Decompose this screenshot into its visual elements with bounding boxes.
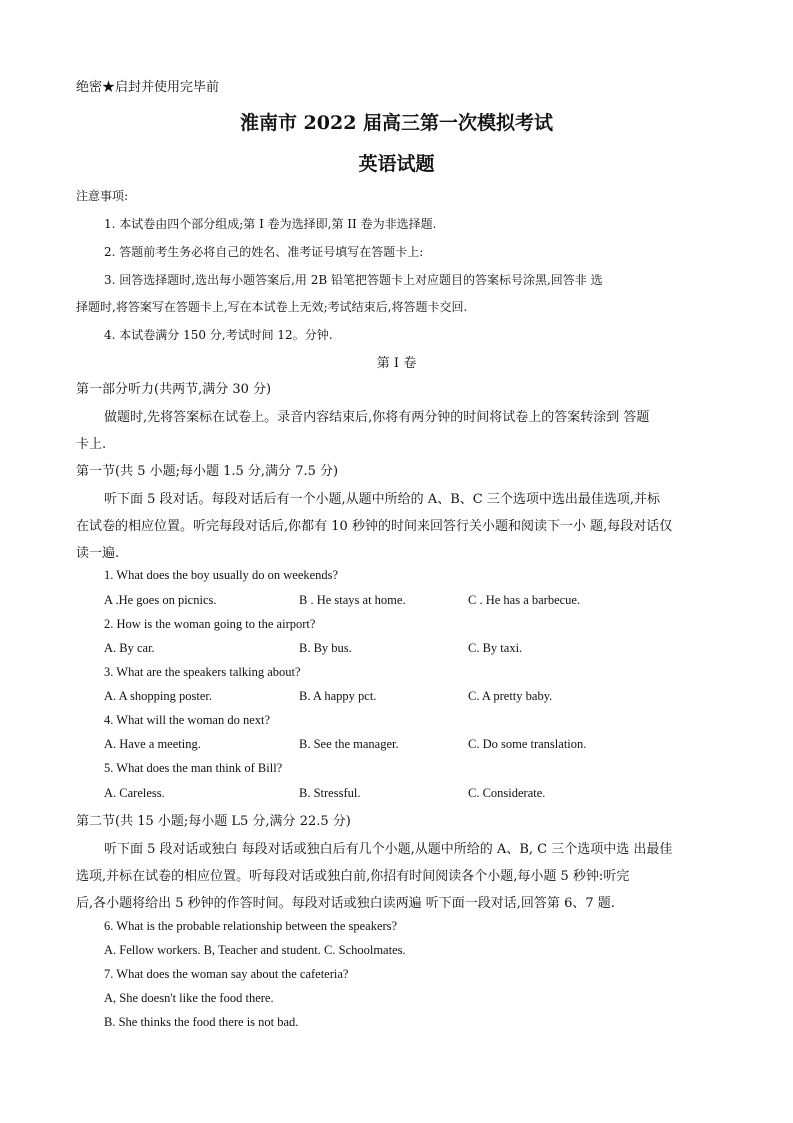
question-7: 7. What does the woman say about the cafeteria? <box>104 967 349 981</box>
question-6-options: A. Fellow workers. B, Teacher and student. C. Schoolmates. <box>104 943 406 957</box>
section1-intro-line-1: 听下面 5 段对话。每段对话后有一个小题,从题中所给的 A、B、C 三个选项中选出最佳选项,并标 <box>104 492 660 507</box>
question-5: 5. What does the man think of Bill? <box>104 761 283 775</box>
note-2: 2. 答题前考生务必将自己的姓名、准考证号填写在答题卡上: <box>104 245 424 259</box>
exam-subtitle: 英语试题 <box>358 153 435 175</box>
question-1-option-c: C . He has a barbecue. <box>468 593 581 607</box>
notes-heading: 注意事项: <box>76 189 129 203</box>
section2-intro-line-1: 听下面 5 段对话或独白 每段对话或独白后有几个小题,从题中所给的 A、B, C 三个选项中选 出最佳 <box>104 842 673 857</box>
question-6: 6. What is the probable relationship between the speakers? <box>104 919 398 933</box>
question-2-option-b: B. By bus. <box>299 641 352 655</box>
question-3-option-b: B. A happy pct. <box>299 689 377 703</box>
exam-title: 淮南市 2022 届高三第一次模拟考试 <box>239 112 554 134</box>
section2-heading: 第二节(共 15 小题;每小题 L5 分,满分 22.5 分) <box>76 814 351 829</box>
question-3: 3. What are the speakers talking about? <box>104 665 301 679</box>
question-5-option-b: B. Stressful. <box>299 786 361 800</box>
question-4: 4. What will the woman do next? <box>104 713 271 727</box>
question-1-option-a: A .He goes on picnics. <box>104 593 217 607</box>
section2-intro-line-2: 选项,并标在试卷的相应位置。听每段对话或独白前,你招有时间阅读各个小题,每小题 5 秒钟:听完 <box>76 869 630 884</box>
question-1-option-b: B . He stays at home. <box>299 593 406 607</box>
question-5-option-a: A. Careless. <box>104 786 165 800</box>
note-4: 4. 本试卷满分 150 分,考试时间 12。分钟. <box>104 328 333 342</box>
note-1: 1. 本试卷由四个部分组成;第 I 卷为选择即,第 II 卷为非选择题. <box>104 217 437 231</box>
note-3-line-2: 择题时,将答案写在答题卡上,写在本试卷上无效;考试结束后,将答题卡交回. <box>76 300 468 314</box>
question-1: 1. What does the boy usually do on weekends? <box>104 568 339 582</box>
part1-intro-line-1: 做题时,先将答案标在试卷上。录音内容结束后,你将有两分钟的时间将试卷上的答案转涂到 答题 <box>104 410 650 425</box>
question-3-option-a: A. A shopping poster. <box>104 689 212 703</box>
section2-intro-line-3: 后,各小题将给出 5 秒钟的作答时间。每段对话或独白读两遍 听下面一段对话,回答第 6、7 题. <box>76 896 615 911</box>
section1-intro-line-2: 在试卷的相应位置。听完每段对话后,你都有 10 秒钟的时间来回答行关小题和阅读下一小 题,每段对话仅 <box>76 519 673 534</box>
question-3-option-c: C. A pretty baby. <box>468 689 553 703</box>
question-2-option-a: A. By car. <box>104 641 155 655</box>
question-7-option-a: A, She doesn't like the food there. <box>104 991 274 1005</box>
part1-intro-line-2: 卡上. <box>76 437 107 452</box>
note-3-line-1: 3. 回答选择题时,选出每小题答案后,用 2B 铅笔把答题卡上对应题目的答案标号涂黑,回答非 选 <box>104 273 603 287</box>
question-4-option-b: B. See the manager. <box>299 737 399 751</box>
question-4-option-c: C. Do some translation. <box>468 737 587 751</box>
section1-heading: 第一节(共 5 小题;每小题 1.5 分,满分 7.5 分) <box>76 464 339 479</box>
question-7-option-b: B. She thinks the food there is not bad. <box>104 1015 299 1029</box>
question-2-option-c: C. By taxi. <box>468 641 523 655</box>
question-5-option-c: C. Considerate. <box>468 786 546 800</box>
question-2: 2. How is the woman going to the airport? <box>104 617 316 631</box>
question-4-option-a: A. Have a meeting. <box>104 737 201 751</box>
section1-intro-line-3: 读一遍. <box>76 546 120 561</box>
confidential-mark: 绝密★启封并使用完毕前 <box>76 80 220 95</box>
section-i-heading: 第 I 卷 <box>376 356 417 371</box>
part1-heading: 第一部分听力(共两节,满分 30 分) <box>76 382 272 397</box>
